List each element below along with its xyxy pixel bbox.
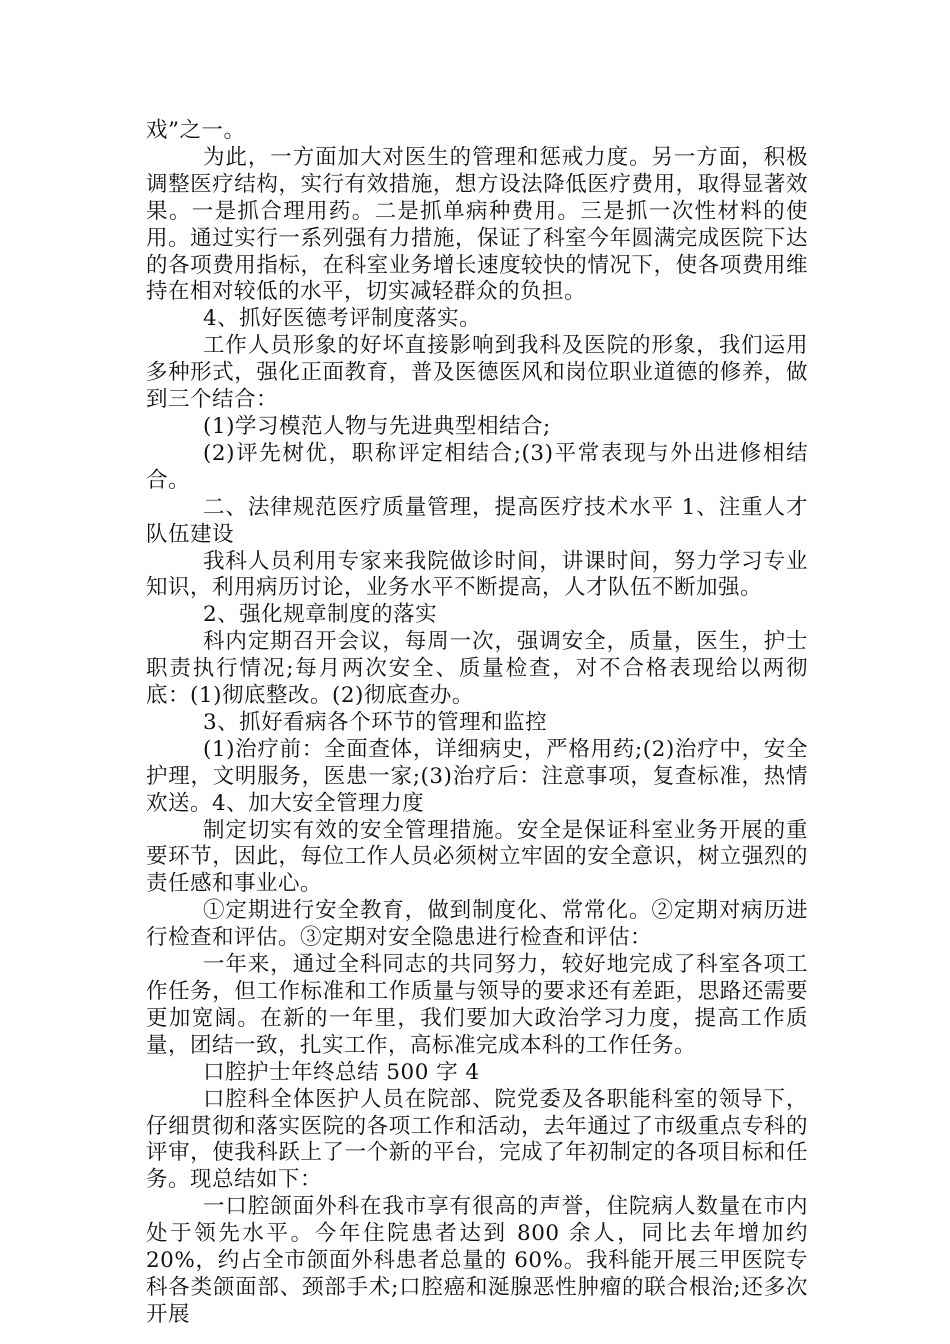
heading-ethics-evaluation: 4、抓好医德考评制度落实。 [203, 306, 482, 332]
paragraph-year-summary: 一年来，通过全科同志的共同努力，较好地完成了科室各项工作任务，但工作标准和工作质量与领导的要求还有差距，思路还需要更加宽阔。在新的一年里，我们要加大政治学习力度，提高工作质量，团结一致，扎实工作，高标准完成本科的工作任务。 [146, 952, 808, 1058]
paragraph-maxillofacial: 一口腔颌面外科在我市享有很高的声誉，住院病人数量在市内处于领先水平。今年住院患者达到 800 余人，同比去年增加约 20%，约占全市颌面外科患者总量的 60%。我科能开展三甲医院专科各类颌面部、颈部手术;口腔癌和涎腺恶性肿瘤的联合根治;还多次开展 [146, 1194, 808, 1327]
paragraph-treatment-stages: (1)治疗前：全面查体，详细病史，严格用药;(2)治疗中，安全护理，文明服务，医患一家;(3)治疗后：注意事项，复查标准，热情欢送。4、加大安全管理力度 [146, 736, 808, 816]
paragraph-continuation: 戏”之一。 [146, 118, 246, 143]
section-title-summary-4: 口腔护士年终总结 500 字 4 [203, 1059, 480, 1085]
heading-quality-management: 二、法律规范医疗质量管理，提高医疗技术水平 1、注重人才队伍建设 [146, 494, 808, 547]
document-page [146, 118, 808, 1329]
paragraph-cost-control: 为此，一方面加大对医生的管理和惩戒力度。另一方面，积极调整医疗结构，实行有效措施，想方设法降低医疗费用，取得显著效果。一是抓合理用药。二是抓单病种费用。三是抓一次性材料的使用。通过实行一系列强有力措施，保证了科室今年圆满完成医院下达的各项费用指标，在科室业务增长速度较快的情况下，使各项费用维持在相对较低的水平，切实减轻群众的负担。 [146, 144, 808, 305]
paragraph-meetings: 科内定期召开会议，每周一次，强调安全，质量，医生，护士职责执行情况;每月两次安全、质量检查，对不合格表现给以两彻底：(1)彻底整改。(2)彻底查办。 [146, 629, 808, 709]
heading-rules-implementation: 2、强化规章制度的落实 [203, 602, 438, 628]
heading-treatment-monitoring: 3、抓好看病各个环节的管理和监控 [203, 709, 548, 735]
paragraph-safety-education: ①定期进行安全教育，做到制度化、常常化。②定期对病历进行检查和评估。③定期对安全隐患进行检查和评估： [146, 898, 808, 951]
paragraph-staff-image: 工作人员形象的好坏直接影响到我科及医院的形象，我们运用多种形式，强化正面教育，普及医德医风和岗位职业道德的修养，做到三个结合： [146, 333, 808, 413]
paragraph-staff-learning: 我科人员利用专家来我院做诊时间，讲课时间，努力学习专业知识，利用病历讨论，业务水平不断提高，人才队伍不断加强。 [146, 548, 808, 601]
list-item-combination-2-3: (2)评先树优，职称评定相结合;(3)平常表现与外出进修相结合。 [146, 440, 808, 493]
paragraph-department-intro: 口腔科全体医护人员在院部、院党委及各职能科室的领导下，仔细贯彻和落实医院的各项工作和活动，去年通过了市级重点专科的评审，使我科跃上了一个新的平台，完成了年初制定的各项目标和任务。现总结如下： [146, 1086, 808, 1193]
paragraph-safety-measures: 制定切实有效的安全管理措施。安全是保证科室业务开展的重要环节，因此，每位工作人员必须树立牢固的安全意识，树立强烈的责任感和事业心。 [146, 817, 808, 897]
list-item-combination-1: (1)学习模范人物与先进典型相结合; [203, 413, 551, 439]
